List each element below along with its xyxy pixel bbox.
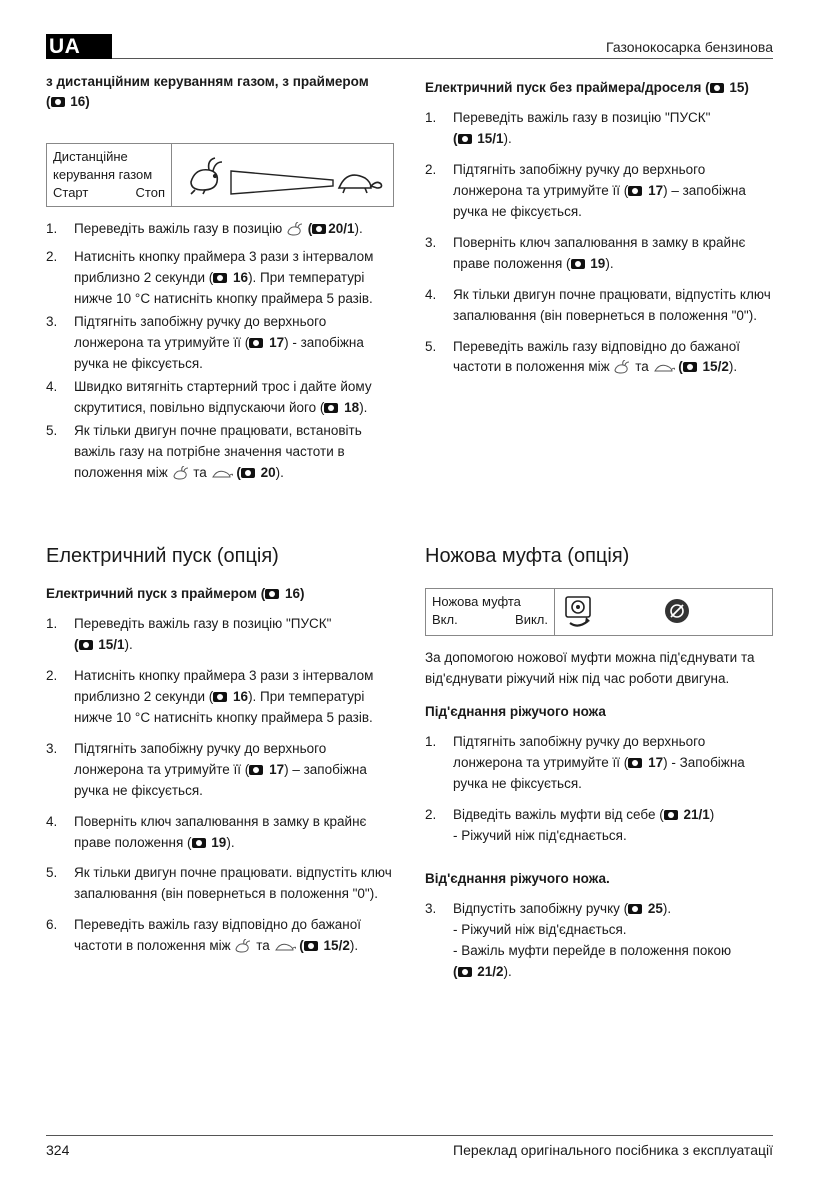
blade-clutch-section	[425, 544, 773, 983]
primer-throttle-section	[46, 72, 398, 484]
figure-ref-icon	[241, 468, 255, 478]
connect-heading: Під'єднання ріжучого ножа	[425, 703, 606, 719]
list-item: 4. Як тільки двигун почне працювати, відпустіть ключ запалювання (він повернеться в положення "0").	[425, 286, 771, 323]
figure-ref-icon	[312, 224, 326, 234]
speed-wedge	[231, 171, 333, 194]
off-label: Викл.	[515, 612, 548, 628]
connect-blade-steps	[425, 732, 773, 847]
figure-ref-icon	[51, 97, 65, 107]
list-item: 3. Підтягніть запобіжну ручку до верхнього лонжерона та утримуйте її ( 17) – запобіжна ручка не фіксується.	[46, 740, 367, 798]
throttle-label-cell: Дистанційне керування газом Старт Стоп	[47, 144, 172, 206]
electric-start-steps	[46, 614, 398, 957]
figure-ref-icon	[710, 83, 724, 93]
throttle-control-table	[46, 143, 394, 207]
figure-ref-icon	[628, 186, 642, 196]
disconnect-heading: Від'єднання ріжучого ножа.	[425, 870, 610, 886]
on-label: Вкл.	[432, 612, 458, 628]
section-title: Ножова муфта (опція)	[425, 545, 630, 567]
figure-ref-icon	[458, 134, 472, 144]
clutch-engage-icon	[564, 595, 594, 629]
clutch-label-cell: Ножова муфта Вкл. Викл.	[426, 589, 555, 635]
figure-ref-icon	[79, 640, 93, 650]
figure-ref-icon	[249, 765, 263, 775]
disconnect-blade-steps	[425, 899, 773, 983]
figure-ref-icon	[664, 810, 678, 820]
page-header	[46, 34, 773, 60]
figure-ref-icon	[265, 589, 279, 599]
rabbit-icon	[191, 158, 222, 194]
figure-ref-icon	[628, 904, 642, 914]
footer-text: Переклад оригінального посібника з експлуатації	[453, 1142, 773, 1158]
figure-ref-icon	[571, 259, 585, 269]
list-item: 5. Переведіть важіль газу відповідно до бажаної частоти в положення між та ( 15/2).	[425, 338, 740, 375]
list-item: 5. Як тільки двигун почне працювати. відпустіть ключ запалювання (він повернеться в положення "0").	[46, 865, 392, 902]
clutch-description: За допомогою ножової муфти можна під'єднувати та від'єднувати ріжучий ніж під час роботи двигуна.	[425, 650, 755, 686]
page-number: 324	[46, 1142, 70, 1158]
figure-ref-icon	[683, 362, 697, 372]
page-footer	[46, 1135, 773, 1158]
rabbit-icon	[234, 939, 252, 953]
stop-label: Стоп	[135, 184, 165, 200]
turtle-icon	[339, 175, 382, 193]
section-subheading: Електричний пуск з праймером ( 16)	[46, 586, 305, 601]
list-item: 4. Швидко витягніть стартерний трос і дайте йому скрутитися, повільно відпускаючи його ( 18).	[46, 378, 372, 415]
turtle-icon	[653, 362, 675, 374]
figure-ref-icon	[628, 758, 642, 768]
language-badge: UA	[46, 34, 112, 59]
list-item: 2. Натисніть кнопку праймера 3 рази з інтервалом приблизно 2 секунди ( 16). При температурі нижче 10 °C натисніть кнопку праймера 5 разів.	[46, 668, 374, 725]
clutch-disengage-icon	[663, 597, 693, 627]
figure-ref-icon	[213, 692, 227, 702]
list-item: 1. Підтягніть запобіжну ручку до верхнього лонжерона та утримуйте її ( 17) - Запобіжна ручка не фіксується.	[425, 734, 745, 791]
blade-clutch-table	[425, 588, 773, 636]
header-rule	[112, 58, 773, 59]
list-item: 3. Поверніть ключ запалювання в замку в крайнє праве положення ( 19).	[425, 234, 746, 271]
electric-no-primer-section	[425, 78, 777, 378]
start-label: Старт	[53, 184, 89, 200]
rabbit-icon	[172, 466, 190, 480]
list-item: 1. Переведіть важіль газу в позицію "ПУСК" ( 15/1).	[425, 110, 711, 147]
list-item: 6. Переведіть важіль газу відповідно до бажаної частоти в положення між та ( 15/2).	[46, 917, 361, 954]
list-item: 2. Відведіть важіль муфти від себе ( 21/1) - Ріжучий ніж під'єднається.	[425, 806, 715, 843]
header-title: Газонокосарка бензинова	[606, 39, 773, 55]
turtle-icon	[211, 468, 233, 480]
list-item: 2. Натисніть кнопку праймера 3 рази з інтервалом приблизно 2 секунди ( 16). При температурі нижче 10 °C натисніть кнопку праймера 5 разів.	[46, 249, 374, 307]
list-item: 4. Поверніть ключ запалювання в замку в крайнє праве положення ( 19).	[46, 813, 367, 850]
section-title: Електричний пуск (опція)	[46, 545, 279, 567]
section-subheading: Електричний пуск без праймера/дроселя ( 15)	[425, 80, 749, 95]
electric-start-section	[46, 544, 398, 957]
figure-ref-icon	[458, 967, 472, 977]
list-item: 1. Переведіть важіль газу в позицію "ПУСК" ( 15/1).	[46, 616, 332, 653]
figure-ref-icon	[324, 403, 338, 413]
figure-ref-icon	[192, 838, 206, 848]
list-item: 2. Підтягніть запобіжну ручку до верхнього лонжерона та утримуйте її ( 17) – запобіжна ручка не фіксується.	[425, 162, 746, 219]
figure-ref-icon	[304, 941, 318, 951]
turtle-icon	[274, 941, 296, 953]
throttle-speed-graphic	[183, 152, 388, 198]
list-item: 5. Як тільки двигун почне працювати, встановіть важіль газу на потрібне значення частоти в положення між та ( 20).	[46, 422, 362, 480]
list-item: 3. Відпустіть запобіжну ручку ( 25). - Ріжучий ніж від'єднається. - Важіль муфти перейде в положення покою ( 21/2).	[425, 900, 732, 979]
primer-start-steps	[46, 219, 398, 484]
rabbit-icon	[613, 360, 631, 374]
electric-no-primer-steps	[425, 108, 777, 378]
rabbit-icon	[286, 222, 304, 236]
figure-ref-icon	[249, 338, 263, 348]
list-item: 3. Підтягніть запобіжну ручку до верхнього лонжерона та утримуйте її ( 17) - запобіжна ручка не фіксується.	[46, 314, 364, 372]
section-subheading: з дистанційним керуванням газом, з праймером ( 16)	[46, 74, 369, 110]
figure-ref-icon	[213, 273, 227, 283]
list-item: 1. Переведіть важіль газу в позицію ( 20/1).	[46, 220, 363, 236]
